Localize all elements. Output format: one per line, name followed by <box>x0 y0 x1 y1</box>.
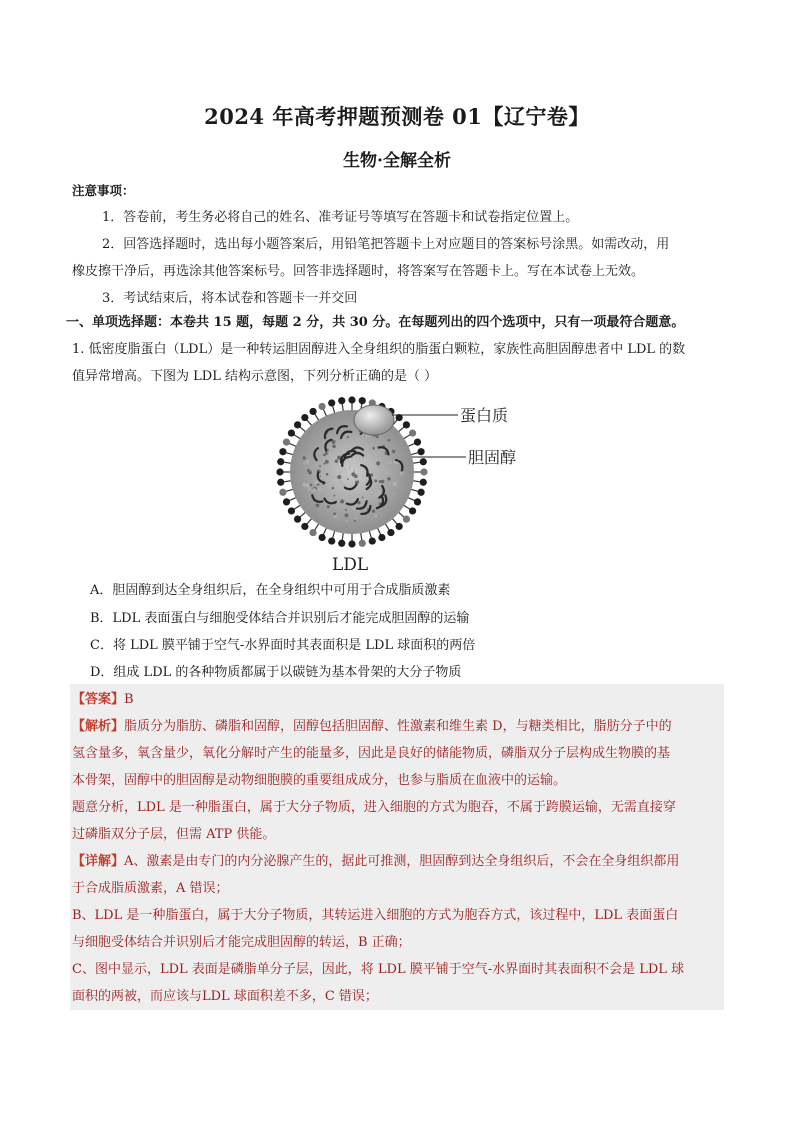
core-texture-dot <box>319 476 321 478</box>
core-texture-dot <box>346 500 349 503</box>
analysis-line-3: 本骨架，固醇中的胆固醇是动物细胞膜的重要组成成分，也参与脂质在血液中的运输。 <box>72 773 567 788</box>
option-a: A．胆固醇到达全身组织后，在全身组织中可用于合成脂质激素 <box>90 583 451 598</box>
core-texture-dot <box>349 468 351 470</box>
phospholipid-head <box>414 438 421 445</box>
core-texture-dot <box>327 505 330 508</box>
answer-tag: 【答案】 <box>72 692 125 707</box>
answer-value: B <box>124 692 134 707</box>
phospholipid-head <box>328 537 335 544</box>
detail-text-1: A、激素是由专门的内分泌腺产生的，据此可推测，胆固醇到达全身组织后，不会在全身组织都用 <box>124 854 680 869</box>
core-texture-dot <box>374 514 377 517</box>
phospholipid-head <box>301 414 308 421</box>
core-texture-dot <box>339 481 342 484</box>
core-texture-dot <box>325 460 329 464</box>
notice-item-2-line-1: 2．回答选择题时，选出每小题答案后，用铅笔把答题卡上对应题目的答案标号涂黑。如需改动，用 <box>102 237 670 252</box>
detail-line-3: B、LDL 是一种脂蛋白，属于大分子物质，其转运进入细胞的方式为胞吞方式，该过程中，LDL 表面蛋白 <box>72 908 679 923</box>
core-texture-dot <box>346 520 348 522</box>
core-texture-dot <box>392 450 396 454</box>
ldl-structure-figure <box>262 395 532 575</box>
ldl-diagram <box>262 395 532 575</box>
phospholipid-head <box>277 479 284 486</box>
core-texture-dot <box>337 519 339 521</box>
phospholipid-head <box>283 498 290 505</box>
phospholipid-head <box>318 534 325 541</box>
core-texture-dot <box>363 487 365 489</box>
core-texture-dot <box>354 519 356 521</box>
core-texture-dot <box>348 494 352 498</box>
phospholipid-head <box>277 458 284 465</box>
core-texture-dot <box>339 471 341 473</box>
core-texture-dot <box>353 470 355 472</box>
core-texture-dot <box>347 478 349 480</box>
core-texture-dot <box>306 459 310 463</box>
core-texture-dot <box>376 473 378 475</box>
core-texture-dot <box>387 477 391 481</box>
core-texture-dot <box>373 452 375 454</box>
notice-item-2-line-2: 橡皮擦干净后，再选涂其他答案标号。回答非选择题时，将答案写在答题卡上。写在本试卷上无效。 <box>72 264 645 279</box>
core-texture-dot <box>318 488 321 491</box>
core-texture-dot <box>323 463 325 465</box>
surface-protein <box>354 405 394 435</box>
detail-line-1 <box>72 853 679 871</box>
core-texture-dot <box>314 480 318 484</box>
phospholipid-head <box>348 396 355 403</box>
core-texture-dot <box>314 473 316 475</box>
core-texture-dot <box>345 509 347 511</box>
phospholipid-head <box>279 489 286 496</box>
notice-heading: 注意事项： <box>72 183 135 198</box>
phospholipid-head <box>348 540 355 547</box>
core-texture-dot <box>386 462 388 464</box>
core-texture-dot <box>307 469 310 472</box>
detail-line-4: 与细胞受体结合并识别后才能完成胆固醇的转运，B 正确； <box>72 935 411 950</box>
core-texture-dot <box>306 485 309 488</box>
core-texture-dot <box>338 446 342 450</box>
phospholipid-head <box>387 529 394 536</box>
phospholipid-head <box>318 403 325 410</box>
core-texture-dot <box>319 465 321 467</box>
core-texture-dot <box>350 505 352 507</box>
core-texture-dot <box>308 488 311 491</box>
core-texture-dot <box>356 480 358 482</box>
option-c: C．将 LDL 膜平铺于空气-水界面时其表面积是 LDL 球面积的两倍 <box>90 638 476 653</box>
phospholipid-head <box>294 516 301 523</box>
figure-caption: LDL <box>332 555 369 575</box>
phospholipid-head <box>414 498 421 505</box>
detail-tag: 【详解】 <box>72 854 125 869</box>
core-texture-dot <box>376 461 380 465</box>
core-texture-dot <box>323 454 325 456</box>
core-texture-dot <box>389 461 392 464</box>
core-texture-dot <box>326 473 329 476</box>
section-heading: 一、单项选择题：本卷共 15 题，每题 2 分，共 30 分。在每题列出的四个选项中，只有一项最符合题意。 <box>66 315 685 330</box>
answer-line <box>72 691 134 709</box>
phospholipid-head <box>417 448 424 455</box>
phospholipid-head <box>301 523 308 530</box>
core-texture-dot <box>310 484 313 487</box>
core-texture-dot <box>335 460 339 464</box>
question-1-stem-line-2: 值异常增高。下图为 LDL 结构示意图，下列分析正确的是（ ） <box>72 369 438 384</box>
phospholipid-head <box>403 516 410 523</box>
phospholipid-head <box>309 529 316 536</box>
notice-item-1: 1．答卷前，考生务必将自己的姓名、准考证号等填写在答题卡和试卷指定位置上。 <box>102 210 579 225</box>
core-texture-dot <box>372 447 375 450</box>
detail-line-6: 面积的两被，而应该与LDL 球面积差不多，C 错误； <box>72 989 378 1004</box>
core-texture-dot <box>379 480 382 483</box>
phospholipid-head <box>328 399 335 406</box>
phospholipid-head <box>294 421 301 428</box>
analysis-line-5: 过磷脂双分子层，但需 ATP 供能。 <box>72 827 276 842</box>
phospholipid-head <box>420 458 427 465</box>
core-texture-dot <box>316 503 320 507</box>
core-texture-dot <box>316 484 318 486</box>
analysis-line-4: 题意分析，LDL 是一种脂蛋白，属于大分子物质，进入细胞的方式为胞吞，不属于跨膜运输，无需直接穿 <box>72 800 676 815</box>
phospholipid-head <box>283 438 290 445</box>
core-texture-dot <box>330 487 332 489</box>
cholesterol-label: 胆固醇 <box>468 448 517 467</box>
core-texture-dot <box>331 484 334 487</box>
phospholipid-head <box>338 540 345 547</box>
detail-line-5: C、图中显示，LDL 表面是磷脂单分子层，因此，将 LDL 膜平铺于空气-水界面时其表面积不会是 LDL 球 <box>72 962 685 977</box>
phospholipid-head <box>359 540 366 547</box>
core-texture-dot <box>393 482 397 486</box>
core-texture-dot <box>347 436 349 438</box>
analysis-line-1 <box>72 718 672 736</box>
option-b: B．LDL 表面蛋白与细胞受体结合并识别后才能完成胆固醇的运输 <box>90 611 470 626</box>
phospholipid-head <box>403 421 410 428</box>
core-texture-dot <box>347 443 349 445</box>
phospholipid-head <box>359 397 366 404</box>
core-texture-dot <box>362 441 364 443</box>
phospholipid-head <box>417 489 424 496</box>
page-subtitle: 生物·全解全析 <box>343 151 451 171</box>
phospholipid-head <box>288 507 295 514</box>
phospholipid-head <box>378 534 385 541</box>
phospholipid-head <box>409 429 416 436</box>
core-texture-dot <box>302 483 306 487</box>
core-texture-dot <box>362 497 364 499</box>
core-texture-dot <box>333 512 336 515</box>
phospholipid-head <box>338 397 345 404</box>
phospholipid-head <box>276 468 283 475</box>
core-texture-dot <box>329 447 333 451</box>
phospholipid-head <box>420 479 427 486</box>
core-texture-dot <box>349 465 351 467</box>
core-texture-dot <box>333 495 335 497</box>
core-texture-dot <box>377 490 381 494</box>
core-texture-dot <box>335 490 337 492</box>
phospholipid-head <box>369 537 376 544</box>
question-1-stem-line-1: 1. 低密度脂蛋白（LDL）是一种转运胆固醇进入全身组织的脂蛋白颗粒，家族性高胆固醇患者中 LDL 的数 <box>72 342 686 357</box>
core-texture-dot <box>337 475 341 479</box>
option-d: D．组成 LDL 的各种物质都属于以碳链为基本骨架的大分子物质 <box>90 665 462 680</box>
core-texture-dot <box>372 509 375 512</box>
phospholipid-head <box>420 468 427 475</box>
phospholipid-head <box>288 429 295 436</box>
phospholipid-head <box>309 408 316 415</box>
core-texture-dot <box>343 468 346 471</box>
core-texture-dot <box>378 474 381 477</box>
core-texture-dot <box>303 456 306 459</box>
analysis-tag: 【解析】 <box>72 719 125 734</box>
notice-item-3: 3．考试结束后，将本试卷和答题卡一并交回 <box>102 291 358 306</box>
core-texture-dot <box>388 439 391 442</box>
protein-label: 蛋白质 <box>460 406 509 425</box>
core-texture-dot <box>385 471 388 474</box>
core-texture-dot <box>344 513 348 517</box>
core-texture-dot <box>373 490 375 492</box>
phospholipid-head <box>279 448 286 455</box>
core-texture-dot <box>340 499 344 503</box>
core-texture-dot <box>312 488 316 492</box>
core-texture-dot <box>376 435 379 438</box>
core-texture-dot <box>400 471 403 474</box>
core-texture-dot <box>393 493 395 495</box>
core-texture-dot <box>352 506 355 509</box>
core-texture-dot <box>334 515 337 518</box>
analysis-text-1: 脂质分为脂肪、磷脂和固醇，固醇包括胆固醇、性激素和维生素 D，与糖类相比，脂肪分子中的 <box>124 719 672 734</box>
core-texture-dot <box>374 479 377 482</box>
core-texture-dot <box>354 474 358 478</box>
detail-line-2: 于合成脂质激素，A 错误； <box>72 881 229 896</box>
phospholipid-head <box>409 507 416 514</box>
core-texture-dot <box>332 487 334 489</box>
core-texture-dot <box>325 465 328 468</box>
analysis-line-2: 氢含量多，氧含量少，氧化分解时产生的能量多，因此是良好的储能物质，磷脂双分子层构成生物膜的基 <box>72 746 671 761</box>
core-texture-dot <box>303 463 305 465</box>
page-title: 2024 年高考押题预测卷 01【辽宁卷】 <box>204 104 590 129</box>
core-texture-dot <box>331 475 334 478</box>
phospholipid-head <box>396 523 403 530</box>
core-texture-dot <box>326 476 330 480</box>
